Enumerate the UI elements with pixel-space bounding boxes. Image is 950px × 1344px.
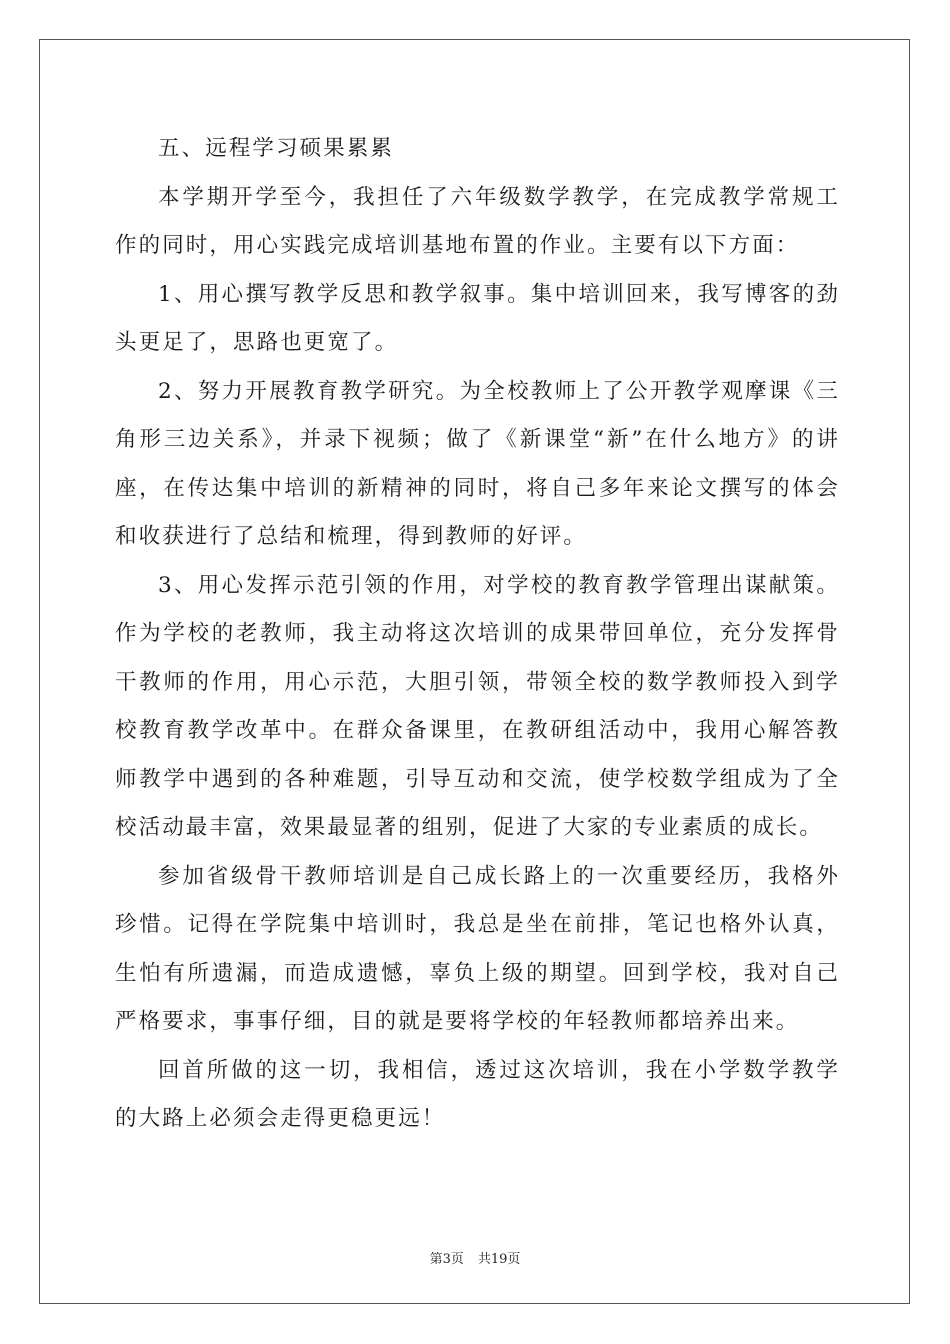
paragraph: 3、用心发挥示范引领的作用，对学校的教育教学管理出谋献策。作为学校的老教师，我主动将这次培训的成果带回单位，充分发挥骨干教师的作用，用心示范，大胆引领，带领全校的数学教师投入到学校教育教学改革中。在群众备课里，在教研组活动中，我用心解答教师教学中遇到的各种难题，引导互动和交流，使学校数学组成为了全校活动最丰富，效果最显著的组别，促进了大家的专业素质的成长。 — [115, 572, 840, 840]
page-number: 第3页 — [429, 1252, 464, 1267]
paragraph: 1、用心撰写教学反思和教学叙事。集中培训回来，我写博客的劲头更足了，思路也更宽了。 — [115, 281, 840, 355]
paragraph: 2、努力开展教育教学研究。为全校教师上了公开教学观摩课《三角形三边关系》，并录下视频；做了《新课堂“新”在什么地方》的讲座，在传达集中培训的新精神的同时，将自己多年来论文撰写的体会和收获进行了总结和梳理，得到教师的好评。 — [115, 378, 840, 549]
paragraph: 参加省级骨干教师培训是自己成长路上的一次重要经历，我格外珍惜。记得在学院集中培训时，我总是坐在前排，笔记也格外认真，生怕有所遗漏，而造成遗憾，辜负上级的期望。回到学校，我对自己严格要求，事事仔细，目的就是要将学校的年轻教师都培养出来。 — [115, 863, 840, 1034]
page-footer — [0, 1248, 950, 1267]
paragraph: 本学期开学至今，我担任了六年级数学教学，在完成教学常规工作的同时，用心实践完成培训基地布置的作业。主要有以下方面： — [115, 184, 840, 258]
page-total: 共19页 — [477, 1252, 521, 1267]
section-heading: 五、远程学习硕果累累 — [158, 136, 395, 161]
paragraph: 回首所做的这一切，我相信，透过这次培训，我在小学数学教学的大路上必须会走得更稳更远！ — [115, 1057, 840, 1131]
document-body — [115, 125, 840, 1144]
